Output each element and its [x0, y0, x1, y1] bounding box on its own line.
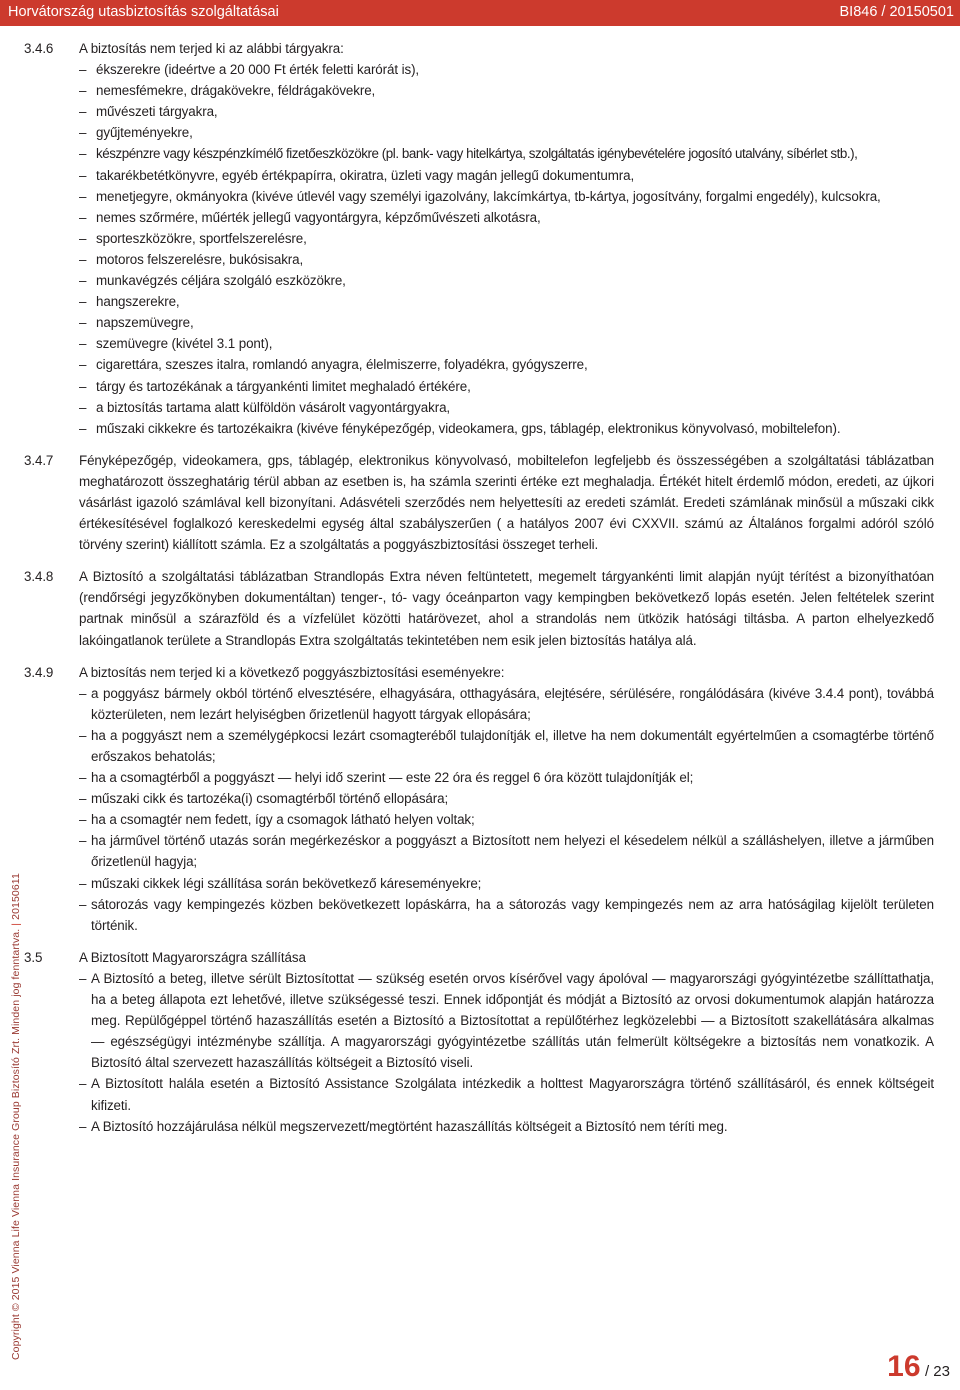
list-item: – a biztosítás tartama alatt külföldön vásárolt vagyontárgyakra,	[79, 397, 934, 418]
list-item: – ha járművel történő utazás során megérkezéskor a poggyászt a Biztosított nem helyezi el késedelem nélkül a szálláshelyen, illetve a járműben őrizetlenül hagyja;	[79, 830, 934, 872]
section-text: A Biztosító a szolgáltatási táblázatban Strandlopás Extra néven feltüntetett, megemelt tárgyankénti limit alapján nyújt térítést a bizonyíthatóan (rendőrségi jegyzőkönyben dokumentáltan) tenger-, tó- vagy óceánparton vagy kempingben bekövetkező lopás esetén. Jelen feltételek szerint partnak minősül a szárazföld és a vízfelület közötti határövezet, ahol a strandolás nem ütközik hatósági tiltásba. A parton elhelyezkedő lakóingatlanok területe a Strandlopás Extra szolgáltatás tekintetében nem esik jelen biztosítás hatálya alá.	[79, 569, 934, 648]
list-item: – a poggyász bármely okból történő elvesztésére, elhagyására, otthagyására, elejtésére, sérülésére, rongálódására (kivéve 3.4.4 pont), továbbá közterületen, nem lezárt helyiségben őrizetlenül hagyott tárgyak ellopására;	[79, 683, 934, 725]
list-item: – munkavégzés céljára szolgáló eszközökre,	[79, 270, 934, 291]
section-number: 3.4.9	[24, 664, 54, 680]
section-3-5	[24, 947, 934, 1137]
section-3-4-6	[24, 38, 934, 439]
section-number: 3.4.8	[24, 569, 54, 585]
list-item: – művészeti tárgyakra,	[79, 101, 934, 122]
document-code: BI846 / 20150501	[839, 4, 954, 20]
section-number: 3.5	[24, 949, 43, 965]
current-page: 16	[887, 1350, 921, 1383]
list-item: – műszaki cikkek légi szállítása során bekövetkező káreseményekre;	[79, 873, 934, 894]
list-item: – ha a csomagtér nem fedett, így a csomagok látható helyen voltak;	[79, 809, 934, 830]
list-item: – ékszerekre (ideértve a 20 000 Ft érték feletti karórát is),	[79, 59, 934, 80]
page-number	[887, 1350, 950, 1384]
list-item: – ha a poggyászt nem a személygépkocsi lezárt csomagteréből tulajdonítják el, illetve ha nem dokumentált egyértelműen a csomagtérbe történő erőszakos behatolás;	[79, 725, 934, 767]
exclusion-list	[79, 683, 934, 936]
list-item: – A Biztosított halála esetén a Biztosító Assistance Szolgálata intézkedik a holttest Magyarországra történő szállításáról, és ennek költségeit kifizeti.	[79, 1073, 934, 1115]
list-item: – cigarettára, szeszes italra, romlandó anyagra, élelmiszerre, folyadékra, gyógyszerre,	[79, 354, 934, 375]
list-item: – szemüvegre (kivétel 3.1 pont),	[79, 333, 934, 354]
list-item: – készpénzre vagy készpénzkímélő fizetőeszközökre (pl. bank- vagy hitelkártya, szolgáltatás igénybevételére jogosító utalvány, síbérlet stb.),	[79, 143, 934, 164]
page-header	[0, 0, 960, 26]
section-number: 3.4.6	[24, 41, 54, 56]
list-item: – tárgy és tartozékának a tárgyankénti limitet meghaladó értékére,	[79, 376, 934, 397]
copyright-sidebar	[10, 873, 22, 1360]
list-item: – hangszerekre,	[79, 291, 934, 312]
list-item: – műszaki cikkekre és tartozékaikra (kivéve fényképezőgép, videokamera, gps, táblagép, elektronikus könyvolvasó, mobiltelefon).	[79, 418, 934, 439]
list-item: – műszaki cikk és tartozéka(i) csomagtérből történő ellopására;	[79, 788, 934, 809]
list-item: – menetjegyre, okmányokra (kivéve útlevél vagy személyi igazolvány, lakcímkártya, tb-kártya, jogosítvány, forgalmi engedély), kulcsokra,	[79, 186, 934, 207]
list-item: – motoros felszerelésre, bukósisakra,	[79, 249, 934, 270]
list-item: – nemesfémekre, drágakövekre, féldrágakövekre,	[79, 80, 934, 101]
sidebar-date: 20150611	[10, 873, 22, 920]
list-item: – A Biztosító a beteg, illetve sérült Biztosítottat — szükség esetén orvos kísérővel vagy ápolóval — magyarországi gyógyintézetbe szállíttathatja, ha a beteg állapota ezt lehetővé, illetve szükségessé teszi. Ennek időpontját és módját a Biztosító az orvosi dokumentumok alapján határozza meg. Repülőgéppel történő hazaszállítás esetén a Biztosító a Biztosítottat a repülőtérhez legközelebbi — a Biztosított szakellátására alkalmas — egészségügyi intézménybe szállítja. A magyarországi gyógyintézetbe szállítás után felmerült költségekre a biztosítás nem vonatkozik. A Biztosító által szervezett hazaszállítás költségeit a Biztosító viseli.	[79, 968, 934, 1073]
section-number: 3.4.7	[24, 452, 54, 468]
list-item: – A Biztosító hozzájárulása nélkül megszervezett/megtörtént hazaszállítás költségeit a Biztosító nem téríti meg.	[79, 1116, 934, 1137]
list-item: – ha a csomagtérből a poggyászt — helyi idő szerint — este 22 óra és reggel 6 óra között tulajdonítják el;	[79, 767, 934, 788]
header-title: Horvátország utasbiztosítás szolgáltatásai	[8, 4, 279, 20]
section-intro: A Biztosított Magyarországra szállítása	[79, 949, 306, 965]
transport-list	[79, 968, 934, 1137]
section-intro: A biztosítás nem terjed ki a következő poggyászbiztosítási eseményekre:	[79, 664, 505, 680]
section-text: Fényképezőgép, videokamera, gps, táblagép, elektronikus könyvolvasó, mobiltelefon legfeljebb és összességében a szolgáltatási táblázatban meghatározott összeghatárig térül abban az esetben is, ha számla szerinti értéke ezt meghaladja. Értékét hitelt érdemlő módon, eredeti, az újkori vásárlást igazoló számlával kell bizonyítani. Adásvételi szerződés nem helyettesíti az eredeti számlát. Eredeti számlának minősül a műszaki cikk értékesítésével foglalkozó kereskedelmi egység által szabályszerűen ( a hatályos 2007 évi CXXVII. számú az Általános forgalmi adóról szóló törvény szerint) kiállított számla. Ez a szolgáltatás a poggyászbiztosítási összeget terheli.	[79, 452, 934, 553]
total-pages: / 23	[924, 1363, 950, 1380]
list-item: – napszemüvegre,	[79, 312, 934, 333]
list-item: – takarékbetétkönyvre, egyéb értékpapírra, okiratra, üzleti vagy magán jellegű dokumentumra,	[79, 165, 934, 186]
section-3-4-8	[24, 566, 934, 650]
list-item: – sátorozás vagy kempingezés közben bekövetkezett lopáskárra, ha a sátorozás vagy kempingezés nem az arra hatóságilag kijelölt területen történik.	[79, 894, 934, 936]
section-3-4-9	[24, 662, 934, 936]
list-item: – sporteszközökre, sportfelszerelésre,	[79, 228, 934, 249]
exclusion-list	[79, 59, 934, 439]
list-item: – nemes szőrmére, műérték jellegű vagyontárgyra, képzőművészeti alkotásra,	[79, 207, 934, 228]
section-intro: A biztosítás nem terjed ki az alábbi tárgyakra:	[79, 41, 344, 56]
sidebar-separator: |	[10, 922, 22, 926]
page-content	[24, 38, 934, 1137]
list-item: – gyűjteményekre,	[79, 122, 934, 143]
section-3-4-7	[24, 450, 934, 555]
copyright-text: Copyright © 2015 Vienna Life Vienna Insurance Group Biztosító Zrt. Minden jog fenntartva.	[10, 928, 22, 1360]
